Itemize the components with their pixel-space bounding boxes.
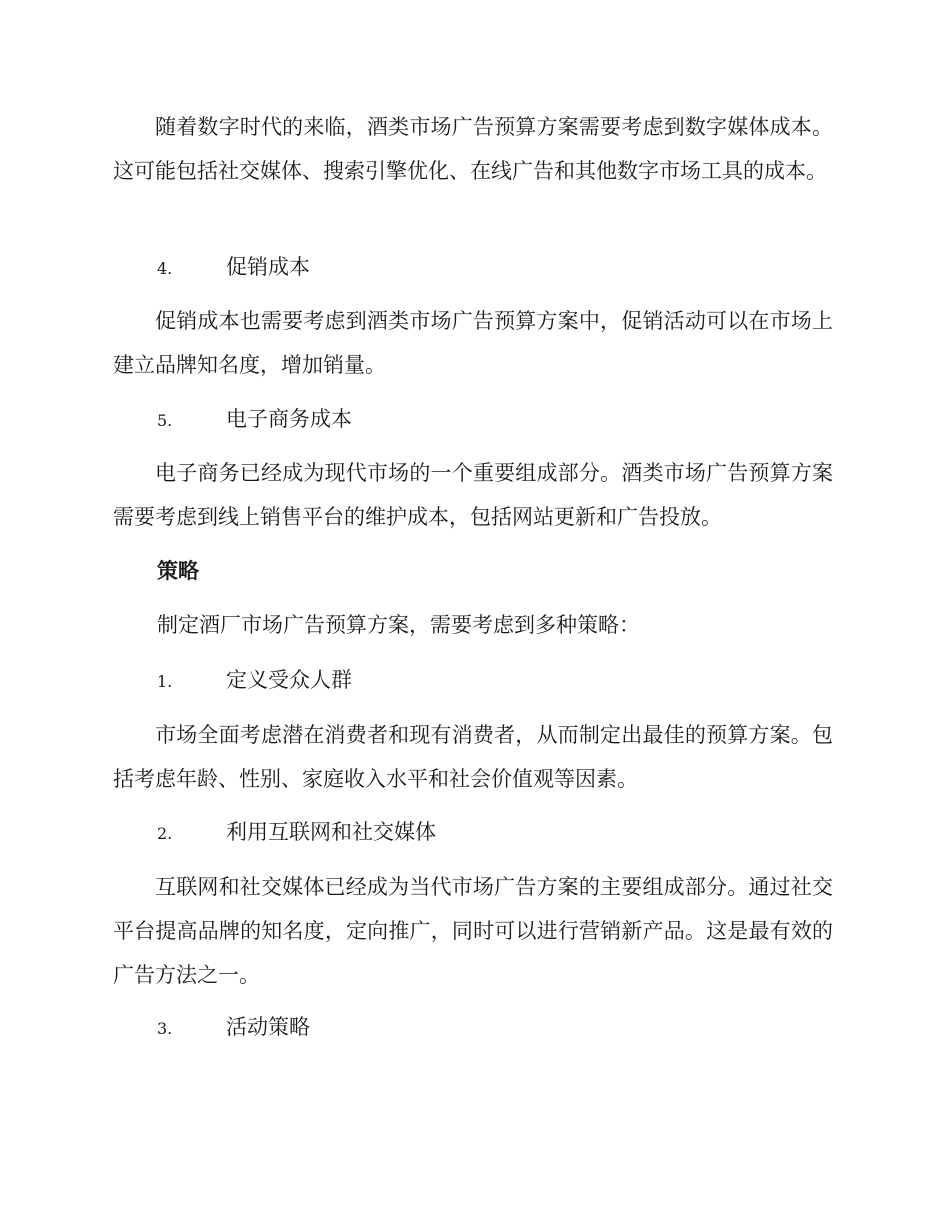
- list-item-event-strategy: [157, 1005, 310, 1049]
- list-label: 促销成本: [226, 255, 310, 279]
- list-item-internet-social: [157, 810, 436, 854]
- paragraph-internet-social: 互联网和社交媒体已经成为当代市场广告方案的主要组成部分。通过社交平台提高品牌的知名度，定向推广，同时可以进行营销新产品。这是最有效的广告方法之一。: [113, 875, 833, 987]
- paragraph-promotion-cost: 促销成本也需要考虑到酒类市场广告预算方案中，促销活动可以在市场上建立品牌知名度，增加销量。: [113, 309, 833, 377]
- list-number: 4.: [157, 259, 173, 278]
- list-item-ecommerce-cost: [157, 397, 352, 441]
- list-number: 1.: [157, 672, 173, 691]
- paragraph-target-audience: 市场全面考虑潜在消费者和现有消费者，从而制定出最佳的预算方案。包括考虑年龄、性别、家庭收入水平和社会价值观等因素。: [113, 723, 833, 791]
- list-label: 定义受众人群: [226, 668, 352, 692]
- list-item-target-audience: [157, 658, 352, 702]
- list-number: 2.: [157, 824, 173, 843]
- list-label: 利用互联网和社交媒体: [226, 820, 436, 844]
- list-label: 电子商务成本: [226, 407, 352, 431]
- list-number: 3.: [157, 1019, 173, 1038]
- paragraph-ecommerce-cost: 电子商务已经成为现代市场的一个重要组成部分。酒类市场广告预算方案需要考虑到线上销售平台的维护成本，包括网站更新和广告投放。: [113, 461, 833, 529]
- list-number: 5.: [157, 411, 173, 430]
- list-item-promotion-cost: [157, 245, 310, 289]
- section-heading-strategy: 策略: [157, 558, 199, 583]
- list-label: 活动策略: [226, 1015, 310, 1039]
- strategy-intro: 制定酒厂市场广告预算方案，需要考虑到多种策略：: [157, 613, 640, 637]
- paragraph-digital-media-cost: 随着数字时代的来临，酒类市场广告预算方案需要考虑到数字媒体成本。这可能包括社交媒体、搜索引擎优化、在线广告和其他数字市场工具的成本。: [113, 115, 833, 183]
